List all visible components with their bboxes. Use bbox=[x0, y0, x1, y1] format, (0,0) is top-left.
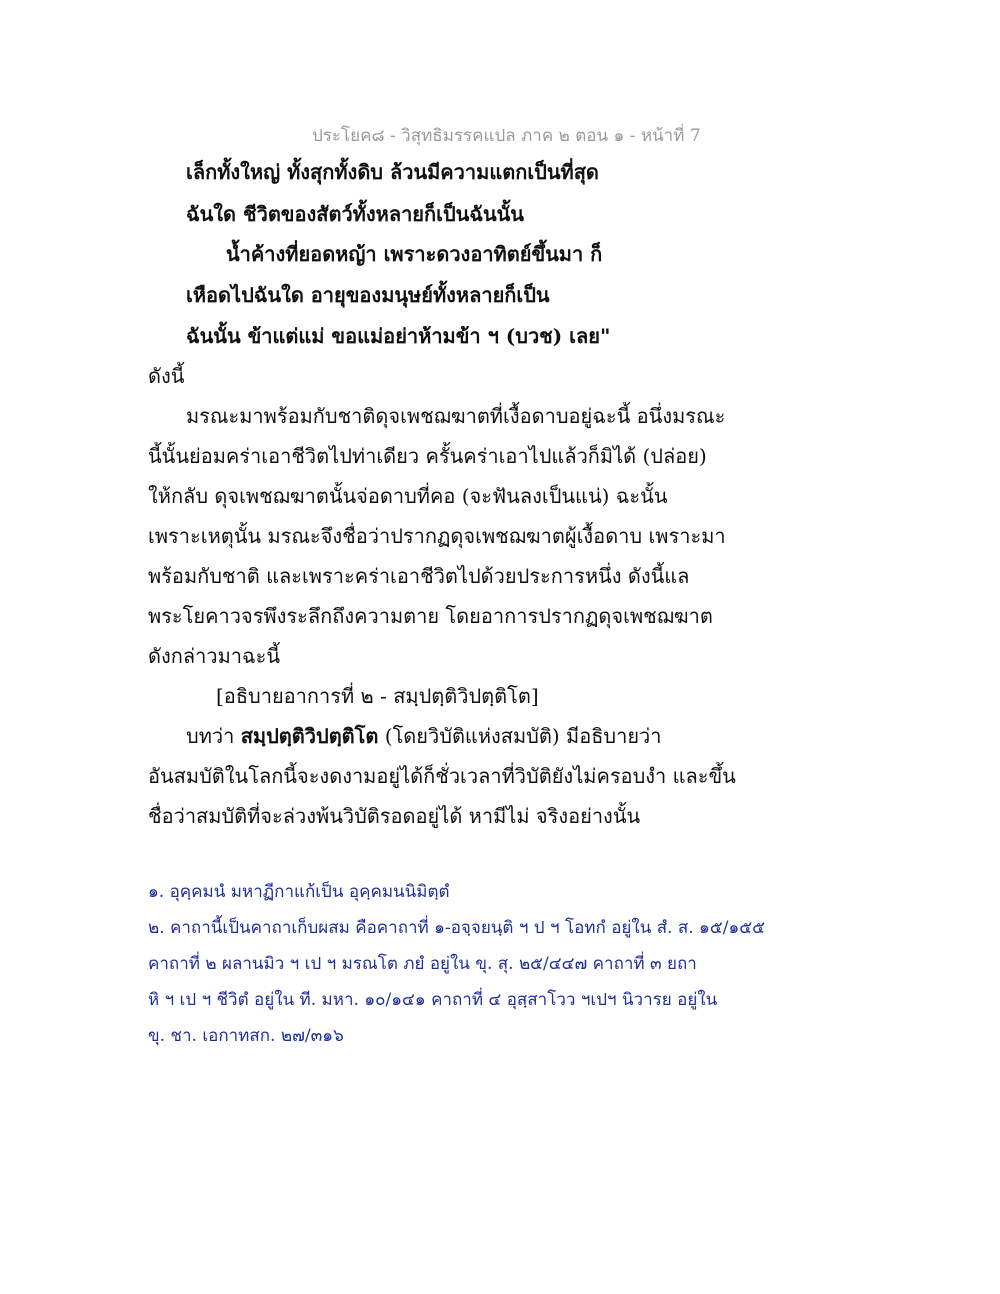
footnote: คาถาที่ ๒ ผลานมิว ฯ เป ฯ มรณโต ภยํ อยู่ใน ขุ. สุ. ๒๕/๔๔๗ คาถาที่ ๓ ยถา bbox=[148, 954, 697, 974]
paragraph-first-line bbox=[186, 722, 662, 750]
paragraph-lead: บทว่า bbox=[186, 724, 241, 748]
footnote: ขุ. ชา. เอกาทสก. ๒๗/๓๑๖ bbox=[148, 1026, 344, 1046]
paragraph-line: นี้นั้นย่อมคร่าเอาชีวิตไปท่าเดียว ครั้นคร่าเอาไปแล้วก็มิได้ (ปล่อย) bbox=[148, 444, 707, 468]
paragraph-rest: (โดยวิบัติแห่งสมบัติ) มีอธิบายว่า bbox=[378, 724, 662, 748]
page-header: ประโยค๘ - วิสุทธิมรรคแปล ภาค ๒ ตอน ๑ - หน้าที่ 7 bbox=[312, 126, 701, 146]
paragraph-line: ชื่อว่าสมบัติที่จะล่วงพ้นวิบัติรอดอยู่ได้ หามีไม่ จริงอย่างนั้น bbox=[148, 804, 641, 828]
footnote: หิ ฯ เป ฯ ชีวิตํ อยู่ใน ที. มหา. ๑๐/๑๔๑ คาถาที่ ๔ อุสฺสาโวว ฯเปฯ นิวารย อยู่ใน bbox=[148, 990, 718, 1010]
paragraph-line: พร้อมกับชาติ และเพราะคร่าเอาชีวิตไปด้วยประการหนึ่ง ดังนี้แล bbox=[148, 564, 690, 588]
verse-line: น้ำค้างที่ยอดหญ้า เพราะดวงอาทิตย์ขึ้นมา ก็ bbox=[226, 242, 603, 266]
paragraph-line: ให้กลับ ดุจเพชฌฆาตนั้นจ่อดาบที่คอ (จะฟันลงเป็นแน่) ฉะนั้น bbox=[148, 484, 668, 508]
paragraph-line: พระโยคาวจรพึงระลึกถึงความตาย โดยอาการปรากฏดุจเพชฌฆาต bbox=[148, 604, 713, 628]
paragraph-line: ดังกล่าวมาฉะนี้ bbox=[148, 644, 281, 668]
verse-line: เหือดไปฉันใด อายุของมนุษย์ทั้งหลายก็เป็น bbox=[186, 283, 550, 307]
footnote: ๑. อุคฺคมนํ มหาฏีกาแก้เป็น อุคฺคมนนิมิตฺตํ bbox=[148, 882, 450, 902]
paragraph-line: มรณะมาพร้อมกับชาติดุจเพชฌฆาตที่เงื้อดาบอยู่ฉะนี้ อนึ่งมรณะ bbox=[186, 404, 726, 428]
paragraph-line: เพราะเหตุนั้น มรณะจึงชื่อว่าปรากฏดุจเพชฌฆาตผู้เงื้อดาบ เพราะมา bbox=[148, 524, 726, 548]
paragraph-line: อันสมบัติในโลกนี้จะงดงามอยู่ได้ก็ชั่วเวลาที่วิบัติยังไม่ครอบงำ และขึ้น bbox=[148, 764, 736, 788]
verse-end: ดังนี้ bbox=[148, 364, 185, 388]
verse-line: ฉันนั้น ข้าแต่แม่ ขอแม่อย่าห้ามข้า ฯ (บวช) เลย" bbox=[186, 324, 611, 348]
footnote: ๒. คาถานี้เป็นคาถาเก็บผสม คือคาถาที่ ๑-อจฺจยนฺติ ฯ ป ฯ โอทกํ อยู่ใน สํ. ส. ๑๕/๑๕๕ bbox=[148, 918, 765, 938]
verse-line: ฉันใด ชีวิตของสัตว์ทั้งหลายก็เป็นฉันนั้น bbox=[186, 202, 524, 226]
pali-term: สมฺปตฺติวิปตฺติโต bbox=[240, 724, 379, 748]
section-heading: [อธิบายอาการที่ ๒ - สมฺปตฺติวิปตฺติโต] bbox=[216, 684, 539, 708]
verse-line: เล็กทั้งใหญ่ ทั้งสุกทั้งดิบ ล้วนมีความแตกเป็นที่สุด bbox=[186, 160, 599, 184]
